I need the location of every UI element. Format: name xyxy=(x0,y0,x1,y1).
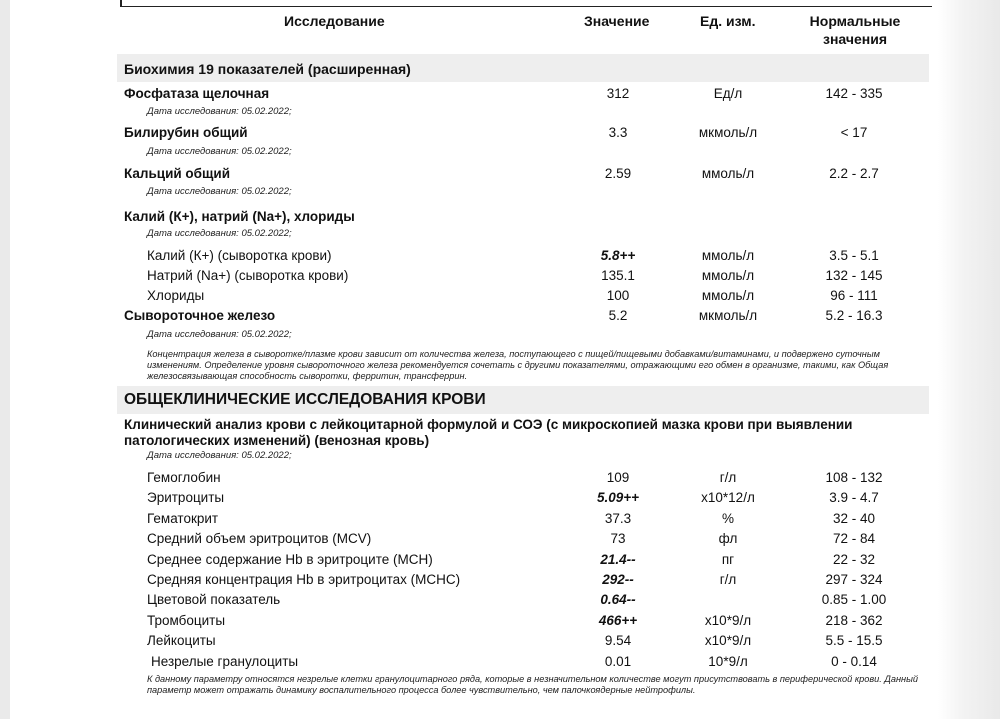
cbc-row-value: 9.54 xyxy=(604,633,632,648)
subtest-norm-sodium: 132 - 145 xyxy=(825,268,883,283)
test-date-serum-iron: Дата исследования: 05.02.2022; xyxy=(147,329,292,340)
test-date-bilirubin: Дата исследования: 05.02.2022; xyxy=(147,146,292,157)
cbc-row-unit: пг xyxy=(721,552,735,567)
subtest-value-potassium: 5.8++ xyxy=(600,248,636,263)
column-header-value: Значение xyxy=(584,13,650,29)
cbc-row-norm: 0 - 0.14 xyxy=(831,654,877,669)
cbc-row-unit: г/л xyxy=(719,470,737,485)
cbc-row-value: 0.64-- xyxy=(600,592,636,607)
test-date-cbc: Дата исследования: 05.02.2022; xyxy=(147,450,292,461)
cbc-row-norm: 218 - 362 xyxy=(825,613,883,628)
test-name-bilirubin: Билирубин общий xyxy=(124,125,248,140)
cbc-row-value: 21.4-- xyxy=(600,552,636,567)
cbc-row-norm: 72 - 84 xyxy=(832,531,876,546)
subtest-norm-potassium: 3.5 - 5.1 xyxy=(829,248,879,263)
top-border xyxy=(120,0,932,7)
section-title-cbc: ОБЩЕКЛИНИЧЕСКИЕ ИССЛЕДОВАНИЯ КРОВИ xyxy=(124,391,486,408)
cbc-row-norm: 5.5 - 15.5 xyxy=(825,633,883,648)
test-norm-calcium: 2.2 - 2.7 xyxy=(829,166,879,181)
cbc-footnote: К данному параметру относятся незрелые клетки гранулоцитарного ряда, которые в незначительном количестве могут присутствовать в периферической крови. Данный параметр может отражать динамику воспалительного процесса более чувствительно, чем палочкоядерные нейтрофилы. xyxy=(147,674,918,695)
cbc-row-name: Гемоглобин xyxy=(147,470,221,485)
cbc-row-name: Лейкоциты xyxy=(147,633,216,648)
test-value-alp: 312 xyxy=(606,86,630,101)
cbc-row-name: Средняя концентрация Hb в эритроцитах (MCHC) xyxy=(147,572,461,587)
cbc-row-name: Цветовой показатель xyxy=(147,592,281,607)
cbc-row-value: 37.3 xyxy=(604,511,632,526)
test-unit-calcium: ммоль/л xyxy=(701,166,755,181)
test-name-alp: Фосфатаза щелочная xyxy=(124,86,270,101)
test-unit-serum-iron: мкмоль/л xyxy=(698,308,758,323)
subtest-unit-sodium: ммоль/л xyxy=(701,268,755,283)
cbc-row-unit: фл xyxy=(718,531,738,546)
subtest-value-chloride: 100 xyxy=(606,288,630,303)
column-header-norm-line2: значения xyxy=(823,31,887,47)
cbc-row-unit: х10*12/л xyxy=(701,490,755,505)
cbc-row-norm: 32 - 40 xyxy=(832,511,876,526)
test-value-bilirubin: 3.3 xyxy=(608,125,628,140)
subtest-unit-chloride: ммоль/л xyxy=(701,288,755,303)
test-value-serum-iron: 5.2 xyxy=(608,308,628,323)
test-unit-alp: Ед/л xyxy=(713,86,743,101)
serum-iron-note: Концентрация железа в сыворотке/плазме крови зависит от количества железа, поступающего с пищей/пищевыми добавками/витаминами, и подвержено суточным изменениям. Определение уровня сывороточного железа рекомендуется сочетать с другими показателями, отражающими его обмен в организме, такими, как Общая железосвязывающая способность сыворотки, ферритин, трансферрин. xyxy=(147,349,889,381)
cbc-row-unit: г/л xyxy=(719,572,737,587)
cbc-row-value: 292-- xyxy=(602,572,634,587)
test-date-electrolytes: Дата исследования: 05.02.2022; xyxy=(147,228,292,239)
column-header-norm-line1: Нормальные xyxy=(809,13,901,29)
column-header-unit: Ед. изм. xyxy=(700,13,756,29)
cbc-row-name: Средний объем эритроцитов (MCV) xyxy=(147,531,372,546)
test-date-calcium: Дата исследования: 05.02.2022; xyxy=(147,186,292,197)
test-name-electrolytes: Калий (К+), натрий (Na+), хлориды xyxy=(124,209,355,224)
test-name-calcium: Кальций общий xyxy=(124,166,231,181)
subtest-norm-chloride: 96 - 111 xyxy=(830,288,878,303)
subtest-name-chloride: Хлориды xyxy=(147,288,205,303)
test-norm-bilirubin: < 17 xyxy=(840,125,868,140)
cbc-row-norm: 0.85 - 1.00 xyxy=(821,592,887,607)
cbc-row-value: 466++ xyxy=(598,613,638,628)
cbc-row-name: Незрелые гранулоциты xyxy=(151,654,299,669)
cbc-row-name: Эритроциты xyxy=(147,490,225,505)
subtest-value-sodium: 135.1 xyxy=(601,268,635,283)
cbc-row-name: Среднее содержание Hb в эритроците (MCH) xyxy=(147,552,433,567)
test-name-serum-iron: Сывороточное железо xyxy=(124,308,276,323)
test-title-cbc-line2: патологических изменений) (венозная кровь) xyxy=(124,433,430,448)
test-value-calcium: 2.59 xyxy=(604,166,632,181)
cbc-row-norm: 22 - 32 xyxy=(832,552,876,567)
cbc-row-value: 109 xyxy=(606,470,630,485)
cbc-row-name: Гематокрит xyxy=(147,511,219,526)
cbc-row-norm: 108 - 132 xyxy=(825,470,883,485)
subtest-name-sodium: Натрий (Na+) (сыворотка крови) xyxy=(147,268,349,283)
cbc-row-unit: % xyxy=(721,511,734,526)
cbc-row-name: Тромбоциты xyxy=(147,613,226,628)
subtest-unit-potassium: ммоль/л xyxy=(701,248,755,263)
cbc-row-value: 0.01 xyxy=(604,654,632,669)
section-title-biochem: Биохимия 19 показателей (расширенная) xyxy=(124,61,411,77)
test-title-cbc-line1: Клинический анализ крови с лейкоцитарной формулой и СОЭ (с микроскопией мазка крови при выявлении xyxy=(124,417,853,432)
test-norm-serum-iron: 5.2 - 16.3 xyxy=(825,308,883,323)
subtest-name-potassium: Калий (К+) (сыворотка крови) xyxy=(147,248,332,263)
test-unit-bilirubin: мкмоль/л xyxy=(698,125,758,140)
column-header-study: Исследование xyxy=(284,13,385,29)
cbc-row-value: 73 xyxy=(610,531,626,546)
cbc-row-unit: х10*9/л xyxy=(704,633,752,648)
cbc-row-norm: 297 - 324 xyxy=(825,572,883,587)
cbc-row-unit: 10*9/л xyxy=(708,654,748,669)
cbc-row-norm: 3.9 - 4.7 xyxy=(829,490,879,505)
paper-edge-right xyxy=(938,0,1000,719)
test-date-alp: Дата исследования: 05.02.2022; xyxy=(147,106,292,117)
test-norm-alp: 142 - 335 xyxy=(825,86,883,101)
paper-edge-left xyxy=(0,0,10,719)
cbc-row-unit: х10*9/л xyxy=(704,613,752,628)
cbc-row-value: 5.09++ xyxy=(596,490,640,505)
